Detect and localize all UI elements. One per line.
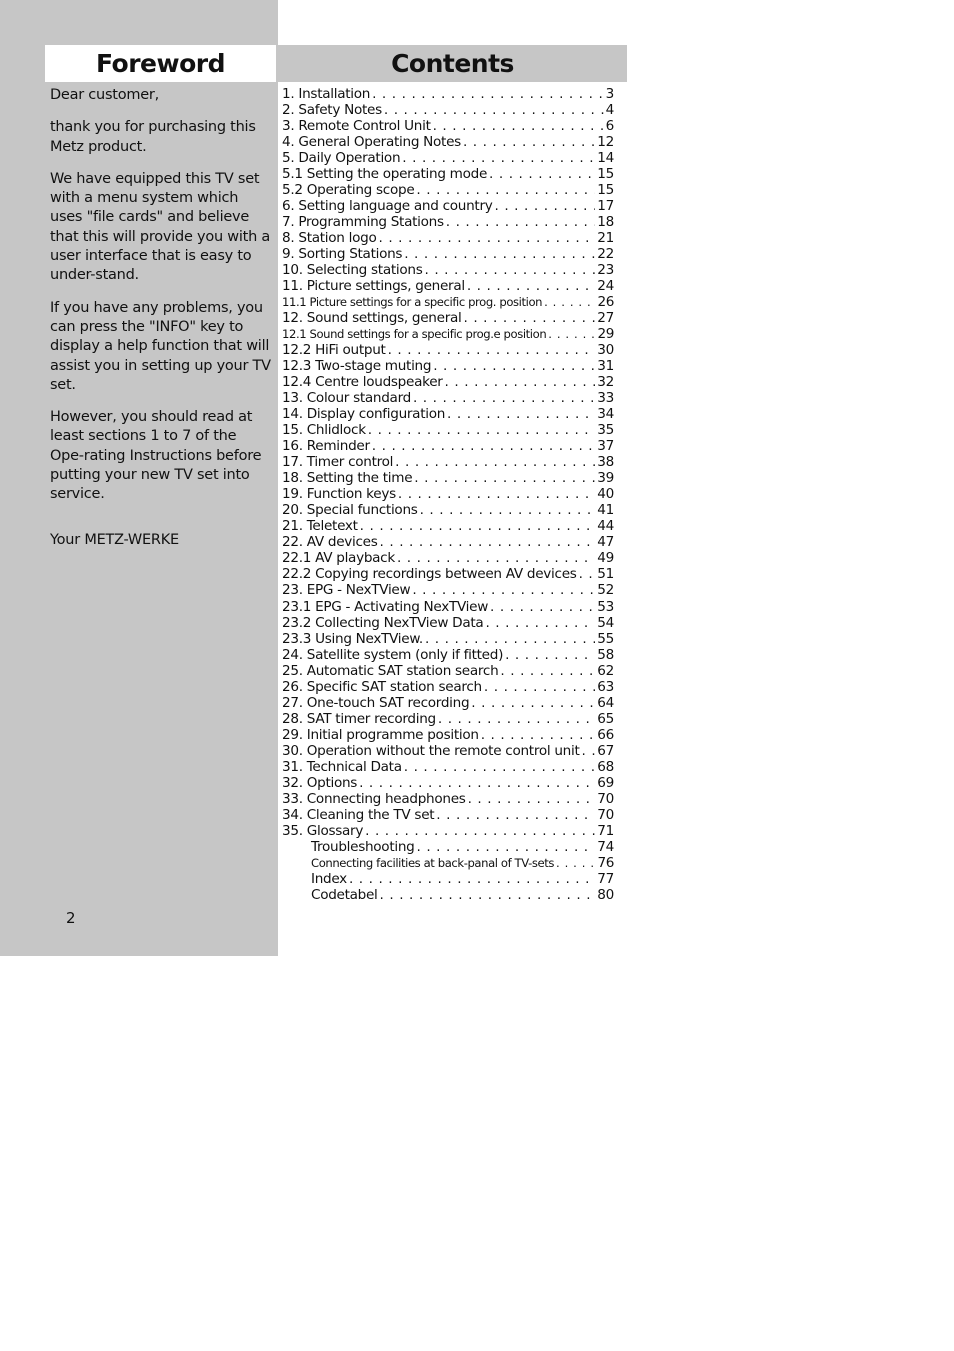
toc-entry-page: 40 — [597, 486, 614, 503]
toc-leader-dots — [380, 534, 596, 550]
toc-entry-page: 76 — [597, 854, 614, 871]
toc-leader-dots — [548, 326, 595, 342]
toc-entry-page: 4 — [605, 102, 614, 119]
toc-leader-dots — [436, 807, 595, 823]
toc-entry-page: 33 — [597, 390, 614, 407]
toc-entry-page: 63 — [597, 678, 614, 695]
toc-entry-page: 80 — [597, 886, 614, 903]
toc-entry-page: 62 — [597, 662, 614, 679]
toc-entry-page: 24 — [597, 278, 614, 295]
toc-entry-title: 24. Satellite system (only if fitted) — [282, 646, 504, 663]
toc-entry-title: 23. EPG - NexTView — [282, 582, 411, 599]
toc-entry-title: 33. Connecting headphones — [282, 790, 466, 807]
table-of-contents — [282, 86, 614, 903]
toc-entry-page: 3 — [605, 86, 614, 102]
toc-leader-dots — [398, 486, 595, 502]
toc-entry-title: 26. Specific SAT station search — [282, 678, 482, 695]
toc-entry-page: 47 — [597, 534, 614, 551]
toc-leader-dots — [500, 663, 595, 679]
toc-entry-title: 23.2 Collecting NexTView Data — [282, 614, 484, 631]
toc-entry-title: 21. Teletext — [282, 518, 358, 535]
toc-entry-page: 58 — [597, 646, 614, 663]
toc-entry — [282, 262, 614, 278]
toc-entry-page: 71 — [597, 822, 614, 839]
toc-entry-page: 34 — [597, 406, 614, 423]
toc-entry-title: 12.3 Two-stage muting — [282, 358, 432, 375]
toc-leader-dots — [424, 262, 595, 278]
toc-entry-page: 12 — [597, 134, 614, 151]
toc-leader-dots — [433, 118, 604, 134]
toc-entry — [282, 470, 614, 486]
toc-entry — [282, 198, 614, 214]
toc-leader-dots — [378, 230, 595, 246]
toc-entry — [282, 518, 614, 534]
toc-entry-page: 67 — [597, 742, 614, 759]
toc-entry — [282, 86, 614, 102]
toc-leader-dots — [413, 390, 595, 406]
toc-entry — [282, 615, 614, 631]
toc-entry — [282, 855, 614, 871]
toc-entry — [282, 102, 614, 118]
toc-leader-dots — [404, 246, 595, 262]
toc-entry-title: 30. Operation without the remote control unit — [282, 742, 580, 759]
toc-entry-page: 54 — [597, 614, 614, 631]
toc-leader-dots — [485, 615, 595, 631]
toc-entry — [282, 807, 614, 823]
toc-leader-dots — [445, 374, 596, 390]
toc-leader-dots — [380, 887, 596, 903]
toc-entry-title: Codetabel — [311, 886, 378, 903]
toc-entry-title: 5.1 Setting the operating mode — [282, 166, 488, 183]
toc-entry-title: 19. Function keys — [282, 486, 396, 503]
toc-entry — [282, 502, 614, 518]
toc-entry-page: 29 — [597, 326, 614, 343]
toc-leader-dots — [447, 406, 595, 422]
toc-leader-dots — [490, 599, 595, 615]
toc-entry-page: 77 — [597, 870, 614, 887]
toc-entry-page: 38 — [597, 454, 614, 471]
toc-leader-dots — [489, 166, 595, 182]
toc-entry-title: 23.1 EPG - Activating NexTView — [282, 598, 489, 615]
toc-leader-dots — [484, 679, 595, 695]
toc-entry-page: 27 — [597, 310, 614, 327]
toc-entry — [282, 374, 614, 390]
toc-entry — [282, 486, 614, 502]
toc-entry-title: 12.2 HiFi output — [282, 342, 386, 359]
toc-entry-title: 17. Timer control — [282, 454, 394, 471]
toc-leader-dots — [384, 102, 604, 118]
toc-entry — [282, 550, 614, 566]
toc-entry-title: 23.3 Using NexTView. — [282, 630, 423, 647]
toc-entry-page: 44 — [597, 518, 614, 535]
toc-entry — [282, 631, 614, 647]
toc-leader-dots — [372, 86, 604, 102]
toc-entry — [282, 246, 614, 262]
toc-entry-page: 53 — [597, 598, 614, 615]
toc-entry-page: 14 — [597, 150, 614, 167]
toc-entry — [282, 294, 614, 310]
toc-entry-page: 66 — [597, 726, 614, 743]
toc-entry — [282, 791, 614, 807]
toc-leader-dots — [372, 438, 596, 454]
toc-entry — [282, 342, 614, 358]
toc-entry-page: 41 — [597, 502, 614, 519]
toc-leader-dots — [433, 358, 595, 374]
toc-entry — [282, 582, 614, 598]
toc-entry-page: 69 — [597, 774, 614, 791]
toc-entry — [282, 566, 614, 582]
toc-entry — [282, 454, 614, 470]
toc-entry-title: 11.1 Picture settings for a specific prog. position — [282, 295, 543, 310]
page-number: 2 — [66, 909, 76, 927]
toc-entry — [282, 823, 614, 839]
toc-leader-dots — [481, 727, 596, 743]
toc-leader-dots — [544, 294, 595, 310]
toc-entry-title: 13. Colour standard — [282, 390, 411, 407]
toc-entry-title: 9. Sorting Stations — [282, 246, 403, 263]
toc-entry-title: 14. Display configuration — [282, 406, 446, 423]
foreword-body — [50, 86, 272, 518]
toc-entry-title: 25. Automatic SAT station search — [282, 662, 499, 679]
toc-entry-title: 12.1 Sound settings for a specific prog.e position — [282, 327, 547, 342]
toc-entry — [282, 118, 614, 134]
toc-entry — [282, 182, 614, 198]
toc-entry-page: 49 — [597, 550, 614, 567]
toc-entry-title: 20. Special functions — [282, 502, 418, 519]
toc-entry-title: 7. Programming Stations — [282, 214, 444, 231]
toc-entry-title: 6. Setting language and country — [282, 198, 493, 215]
foreword-paragraph: If you have any problems, you can press the "INFO" key to display a help function that will assist you in setting up your TV set. — [50, 299, 271, 393]
foreword-paragraph: We have equipped this TV set with a menu system which uses "file cards" and believe that this will provide you with a user interface that is easy to under-stand. — [50, 170, 270, 284]
toc-leader-dots — [438, 711, 595, 727]
toc-entry-page: 52 — [597, 582, 614, 599]
toc-entry — [282, 134, 614, 150]
contents-title: Contents — [278, 45, 627, 82]
toc-leader-dots — [579, 566, 596, 582]
toc-leader-dots — [397, 550, 595, 566]
toc-leader-dots — [464, 310, 596, 326]
toc-entry-title: 35. Glossary — [282, 822, 364, 839]
toc-entry-title: 10. Selecting stations — [282, 262, 423, 279]
toc-entry — [282, 759, 614, 775]
toc-entry-page: 31 — [597, 358, 614, 375]
toc-entry-page: 74 — [597, 838, 614, 855]
toc-entry-page: 68 — [597, 758, 614, 775]
toc-leader-dots — [425, 631, 595, 647]
toc-leader-dots — [349, 871, 595, 887]
toc-leader-dots — [368, 422, 596, 438]
toc-entry-page: 15 — [597, 166, 614, 183]
toc-entry-page: 15 — [597, 182, 614, 199]
toc-leader-dots — [468, 791, 596, 807]
toc-entry — [282, 679, 614, 695]
toc-entry-title: Troubleshooting — [311, 838, 415, 855]
toc-leader-dots — [402, 150, 595, 166]
toc-entry-page: 30 — [597, 342, 614, 359]
toc-entry — [282, 647, 614, 663]
toc-entry-page: 51 — [597, 566, 614, 583]
toc-leader-dots — [505, 647, 595, 663]
toc-entry — [282, 695, 614, 711]
toc-entry — [282, 663, 614, 679]
toc-leader-dots — [404, 759, 596, 775]
toc-entry-title: 5.2 Operating scope — [282, 182, 415, 199]
toc-entry — [282, 887, 614, 903]
toc-entry — [282, 599, 614, 615]
foreword-paragraph: However, you should read at least sections 1 to 7 of the Ope-rating Instructions before putting your new TV set into service. — [50, 409, 262, 503]
toc-entry-title: 4. General Operating Notes — [282, 134, 461, 151]
foreword-paragraph: thank you for purchasing this Metz product. — [50, 119, 256, 155]
toc-entry — [282, 727, 614, 743]
toc-entry — [282, 438, 614, 454]
toc-leader-dots — [388, 342, 596, 358]
toc-leader-dots — [360, 518, 596, 534]
toc-entry-page: 32 — [597, 374, 614, 391]
toc-entry-page: 6 — [605, 118, 614, 135]
toc-leader-dots — [420, 502, 596, 518]
toc-leader-dots — [416, 182, 595, 198]
signature: Your METZ-WERKE — [50, 532, 179, 548]
toc-leader-dots — [471, 695, 595, 711]
toc-leader-dots — [416, 839, 595, 855]
toc-entry-page: 35 — [597, 422, 614, 439]
toc-entry-page: 70 — [597, 790, 614, 807]
toc-entry-title: 22.1 AV playback — [282, 550, 395, 567]
toc-entry-title: 31. Technical Data — [282, 758, 402, 775]
toc-entry — [282, 406, 614, 422]
toc-entry-page: 22 — [597, 246, 614, 263]
toc-entry — [282, 422, 614, 438]
toc-entry-title: 22.2 Copying recordings between AV devices — [282, 566, 577, 583]
toc-entry-page: 26 — [597, 294, 614, 311]
toc-leader-dots — [556, 855, 595, 871]
toc-entry — [282, 743, 614, 759]
toc-entry-title: 15. Chlidlock — [282, 422, 366, 439]
toc-entry-title: 8. Station logo — [282, 230, 377, 247]
toc-entry-page: 18 — [597, 214, 614, 231]
toc-leader-dots — [359, 775, 595, 791]
toc-entry-page: 21 — [597, 230, 614, 247]
toc-entry — [282, 390, 614, 406]
toc-entry-page: 55 — [597, 630, 614, 647]
toc-entry-title: 12.4 Centre loudspeaker — [282, 374, 443, 391]
toc-entry-page: 23 — [597, 262, 614, 279]
toc-entry-title: 11. Picture settings, general — [282, 278, 465, 295]
toc-entry-title: 2. Safety Notes — [282, 102, 382, 119]
toc-entry-page: 64 — [597, 694, 614, 711]
toc-entry-page: 39 — [597, 470, 614, 487]
toc-entry — [282, 326, 614, 342]
toc-entry — [282, 871, 614, 887]
toc-entry-title: 3. Remote Control Unit — [282, 118, 431, 135]
toc-entry-title: 12. Sound settings, general — [282, 310, 462, 327]
toc-leader-dots — [395, 454, 595, 470]
toc-entry-title: Connecting facilities at back-panal of TV-sets — [311, 855, 555, 870]
toc-entry-title: 29. Initial programme position — [282, 726, 479, 743]
toc-entry-title: 32. Options — [282, 774, 358, 791]
toc-entry-page: 70 — [597, 806, 614, 823]
toc-entry — [282, 711, 614, 727]
toc-entry-page: 17 — [597, 198, 614, 215]
toc-entry-title: 18. Setting the time — [282, 470, 413, 487]
toc-entry-title: 22. AV devices — [282, 534, 378, 551]
toc-leader-dots — [494, 198, 595, 214]
toc-leader-dots — [412, 582, 595, 598]
toc-entry — [282, 358, 614, 374]
toc-leader-dots — [414, 470, 595, 486]
toc-entry — [282, 775, 614, 791]
toc-entry — [282, 150, 614, 166]
toc-leader-dots — [463, 134, 595, 150]
toc-entry — [282, 310, 614, 326]
toc-entry-title: 1. Installation — [282, 86, 371, 102]
toc-entry-title: 27. One-touch SAT recording — [282, 694, 470, 711]
foreword-paragraph: Dear customer, — [50, 87, 159, 103]
toc-entry — [282, 214, 614, 230]
toc-leader-dots — [581, 743, 595, 759]
toc-entry — [282, 839, 614, 855]
toc-entry — [282, 166, 614, 182]
toc-entry-page: 65 — [597, 710, 614, 727]
toc-entry — [282, 534, 614, 550]
toc-leader-dots — [446, 214, 596, 230]
toc-leader-dots — [365, 823, 595, 839]
toc-leader-dots — [467, 278, 595, 294]
toc-entry — [282, 278, 614, 294]
toc-entry-title: 16. Reminder — [282, 438, 370, 455]
foreword-title: Foreword — [45, 45, 276, 82]
toc-entry-title: 28. SAT timer recording — [282, 710, 436, 727]
toc-entry-page: 37 — [597, 438, 614, 455]
toc-entry-title: 34. Cleaning the TV set — [282, 806, 435, 823]
toc-entry-title: Index — [311, 870, 347, 887]
toc-entry-title: 5. Daily Operation — [282, 150, 401, 167]
toc-entry — [282, 230, 614, 246]
